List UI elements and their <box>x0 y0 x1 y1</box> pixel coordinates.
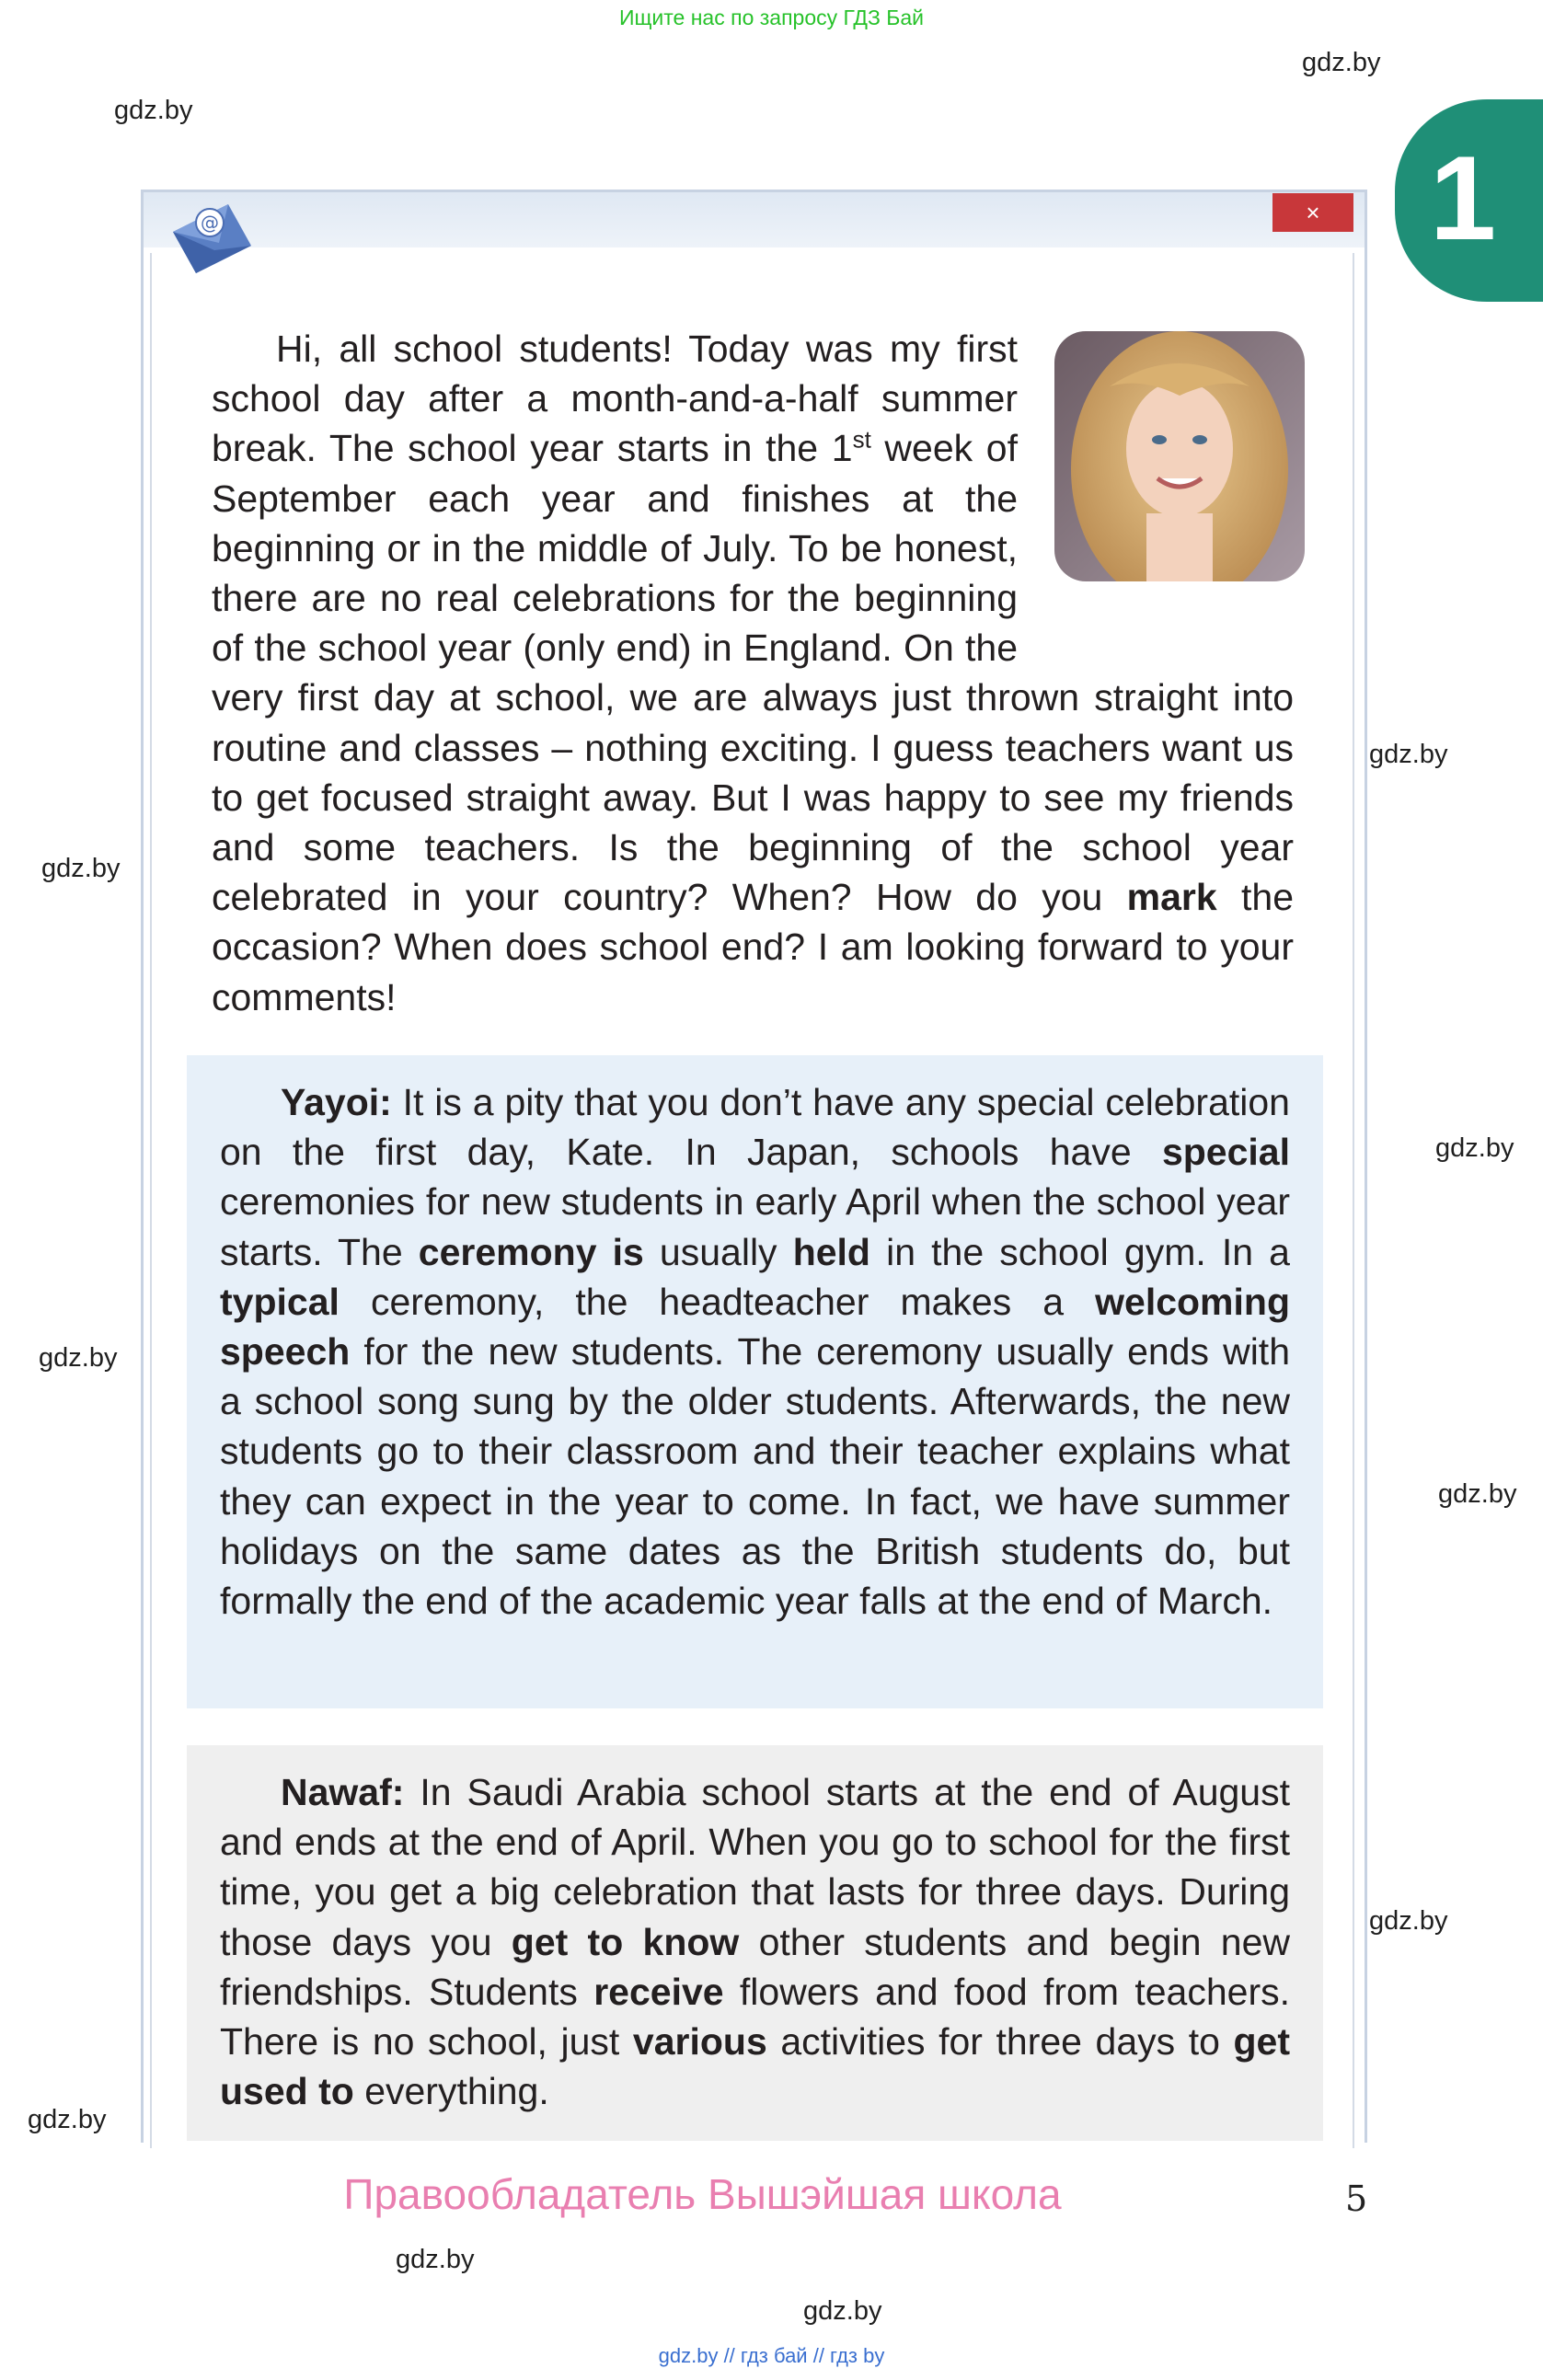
close-button[interactable]: × <box>1272 193 1353 232</box>
watermark: gdz.by <box>396 2245 475 2274</box>
watermark: gdz.by <box>1369 1906 1448 1936</box>
watermark: gdz.by <box>1435 1133 1514 1163</box>
envelope-at-icon <box>164 195 256 280</box>
chapter-number: 1 <box>1429 131 1497 265</box>
watermark: gdz.by <box>114 96 193 125</box>
watermark: gdz.by <box>803 2296 882 2326</box>
comment-text: Yayoi: It is a pity that you don’t have any special celebration on the first day, Kate. In Japan, schools have special ceremonies for new students in early April when the school year starts. The ceremony is usually held in the school gym. In a typical ceremony, the headteacher makes a welcoming speech for the new students. The ceremony usually ends with a school song sung by the older students. Afterwards, the new students go to their classroom and their teacher explains what they can expect in the year to come. In fact, we have summer holidays on the same dates as the British students do, but formally the end of the academic year falls at the end of March. <box>220 1081 1290 1623</box>
blog-post-text <box>212 324 1294 1022</box>
top-banner: Ищите нас по запросу ГДЗ Бай <box>618 6 925 29</box>
svg-text:@: @ <box>201 212 219 234</box>
comment-nawaf <box>187 1745 1323 2141</box>
watermark: gdz.by <box>1438 1479 1517 1509</box>
watermark: gdz.by <box>41 854 121 883</box>
comment-yayoi <box>187 1055 1323 1708</box>
bottom-links[interactable]: gdz.by // гдз бай // гдз by <box>658 2344 885 2367</box>
page-number: 5 <box>1345 2179 1368 2219</box>
watermark: gdz.by <box>28 2105 107 2134</box>
commenter-name: Nawaf: <box>281 1771 405 1813</box>
watermark: gdz.by <box>1302 48 1381 77</box>
comment-text: Nawaf: In Saudi Arabia school starts at the end of August and ends at the end of April. When you go to school for the first time, you get a big celebration that lasts for three days. During those days you get to know other students and begin new friendships. Students receive flowers and food from teachers. There is no school, just various activities for three days to get used to everything. <box>220 1771 1291 2113</box>
commenter-name: Yayoi: <box>281 1081 392 1123</box>
watermark: gdz.by <box>39 1343 118 1373</box>
watermark: gdz.by <box>1369 740 1448 769</box>
post-paragraph: Hi, all school students! Today was my first school day after a month-and-a-half summer break. The school year starts in the 1st week of September each year and finishes at the beginning or in the middle of July. To be honest, there are no real celebrations for the beginning of the school year (only end) in England. On the very first day at school, we are always just thrown straight into routine and classes – nothing exciting. I guess teachers want us to get focused straight away. But I was happy to see my friends and some teachers. Is the beginning of the school year celebrated in your country? When? How do you mark the occasion? When does school end? I am looking forward to your comments! <box>212 328 1294 1018</box>
window-titlebar <box>144 192 1365 247</box>
rights-holder: Правообладатель Вышэйшая школа <box>343 2170 1062 2218</box>
